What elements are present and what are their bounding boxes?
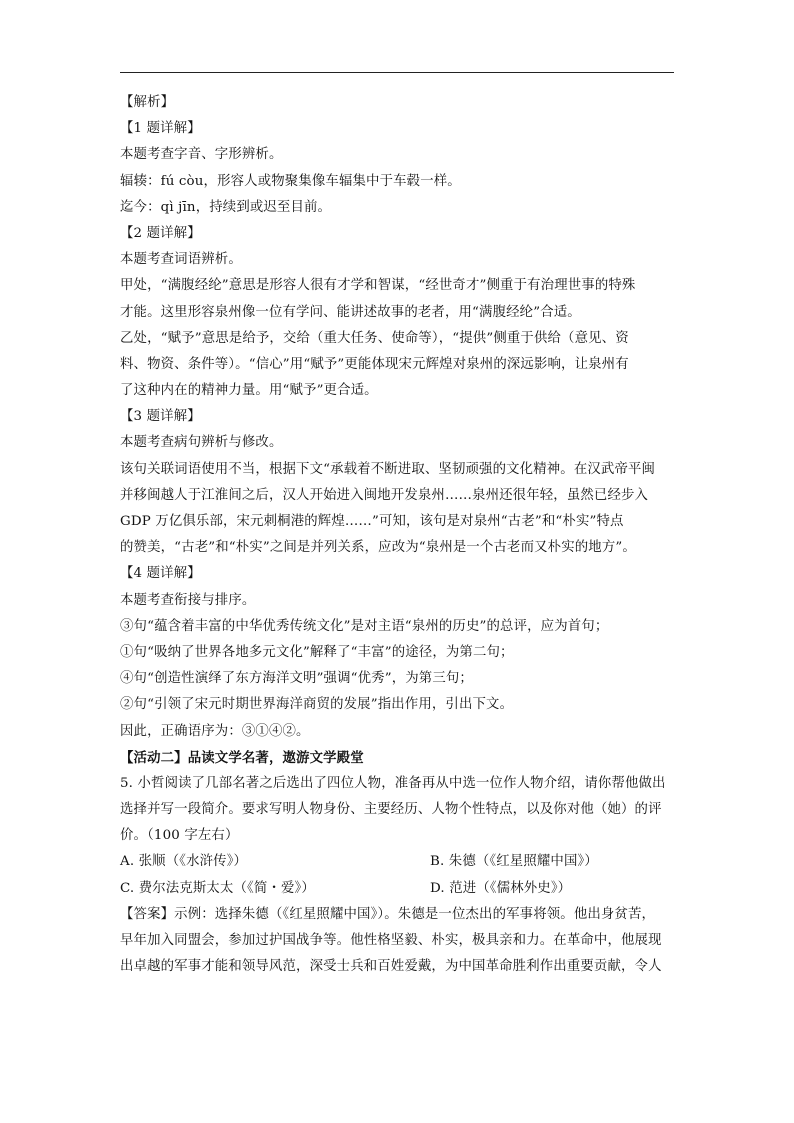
- q5-answer-line: 【答案】示例：选择朱德（《红星照耀中国》）。朱德是一位杰出的军事将领。他出身贫苦，: [120, 906, 656, 922]
- q2-line: 料、物资、条件等）。“信心”用“赋予”更能体现宋元辉煌对泉州的深远影响，让泉州有: [120, 356, 629, 372]
- q4-line: ④句“创造性演绎了东方海洋文明”强调“优秀”，为第三句；: [120, 671, 473, 687]
- q4-line: ②句“引领了宋元时期世界海洋商贸的发展”指出作用，引出下文。: [120, 697, 514, 713]
- q5-answer-line: 出卓越的军事才能和领导风范，深受士兵和百姓爱戴，为中国革命胜利作出重要贡献，令人: [120, 959, 662, 975]
- q4-line: 本题考查衔接与排序。: [120, 592, 256, 608]
- q4-header: 【4 题详解】: [120, 566, 201, 582]
- q1-header: 【1 题详解】: [120, 121, 201, 137]
- q4-line: 因此，正确语序为：③①④②。: [120, 723, 310, 739]
- q4-line: ③句“蕴含着丰富的中华优秀传统文化”是对主语“泉州的历史”的总评，应为首句；: [120, 618, 609, 634]
- q1-line: 辐辏：fú còu，形容人或物聚集像车辐集中于车毂一样。: [120, 173, 461, 189]
- activity2-heading: 【活动二】品读文学名著，遨游文学殿堂: [120, 749, 364, 766]
- q5-option-b: B. 朱德（《红星照耀中国》）: [430, 854, 598, 870]
- q5-options-row: [120, 876, 676, 902]
- q1-line: 本题考查字音、字形辨析。: [120, 147, 283, 163]
- q2-line: 了这种内在的精神力量。用“赋予”更合适。: [120, 383, 378, 399]
- q5-option-d: D. 范进（《儒林外史》）: [430, 880, 572, 896]
- q5-answer-line: 早年加入同盟会，参加过护国战争等。他性格坚毅、朴实，极具亲和力。在革命中，他展现: [120, 933, 662, 948]
- q2-line: 本题考查词语辨析。: [120, 252, 242, 268]
- q2-line: 甲处，“满腹经纶”意思是形容人很有才学和智谋，“经世奇才”侧重于有治理世事的特殊: [120, 278, 636, 294]
- q5-stem-line: 选择并写一段简介。要求写明人物身份、主要经历、人物个性特点，以及你对他（她）的评: [120, 802, 662, 818]
- q3-line: GDP 万亿俱乐部，宋元刺桐港的辉煌……”可知，该句是对泉州“古老”和“朴实”特点: [120, 514, 624, 529]
- q2-header: 【2 题详解】: [120, 225, 201, 241]
- q5-options-row: [120, 849, 676, 875]
- q4-line: ①句“吸纳了世界各地多元文化”解释了“丰富”的途径，为第二句；: [120, 644, 514, 660]
- q1-line: 迄今：qì jīn，持续到或迟至目前。: [120, 199, 332, 215]
- q2-line: 乙处，“赋予”意思是给予，交给（重大任务、使命等），“提供”侧重于供给（意见、资: [120, 330, 629, 346]
- q3-line: 的赞美，“古老”和“朴实”之间是并列关系，应改为“泉州是一个古老而又朴实的地方”。: [120, 540, 636, 556]
- q5-option-a: A. 张顺（《水浒传》）: [120, 854, 248, 870]
- q3-line: 本题考查病句辨析与修改。: [120, 435, 283, 451]
- q3-header: 【3 题详解】: [120, 409, 201, 425]
- header-rule: [120, 72, 674, 73]
- q5-option-c: C. 费尔法克斯太太（《简・爱》）: [120, 880, 315, 896]
- q5-stem-line: 价。（100 字左右）: [120, 828, 239, 844]
- q2-line: 才能。这里形容泉州像一位有学问、能讲述故事的老者，用“满腹经纶”合适。: [120, 304, 581, 320]
- q3-line: 该句关联词语使用不当，根据下文“承载着不断进取、坚韧顽强的文化精神。在汉武帝平闽: [120, 461, 656, 477]
- q5-stem-line: 5. 小哲阅读了几部名著之后选出了四位人物，准备再从中选一位作人物介绍，请你帮他做出: [120, 775, 666, 791]
- analysis-heading: 【解析】: [120, 95, 175, 110]
- document-body: [120, 90, 676, 980]
- q3-line: 并移闽越人于江淮间之后，汉人开始进入闽地开发泉州……泉州还很年轻，虽然已经步入: [120, 487, 649, 503]
